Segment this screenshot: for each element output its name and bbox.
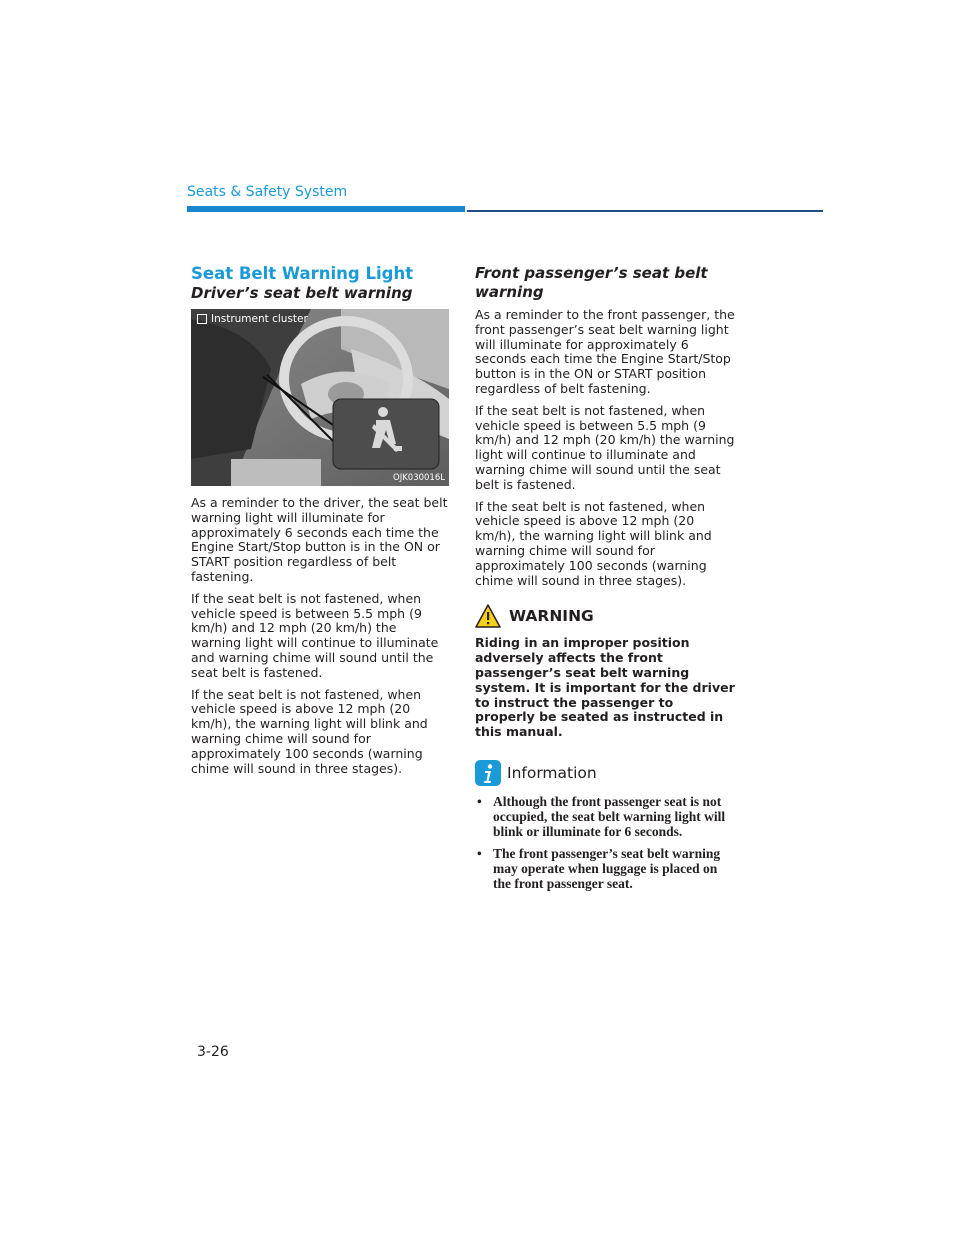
passenger-paragraph-1: As a reminder to the front passenger, the front passenger’s seat belt warning light will illuminate for approximately 6 seconds each time the Engine Start/Stop button is in the ON or START position regardless of belt fastening. [475,307,735,396]
driver-subtitle: Driver’s seat belt warning [191,284,413,302]
driver-paragraph-1: As a reminder to the driver, the seat belt warning light will illuminate for approximately 6 seconds each time the Engine Start/Stop button is in the ON or START position regardless of belt fastening. [191,495,448,584]
section-title: Seat Belt Warning Light [191,264,414,283]
figure-code: OJK030016L [393,473,445,483]
header-bar-thin [467,210,823,212]
left-column [191,264,449,783]
bullet: • [477,845,482,861]
driver-paragraph-2: If the seat belt is not fastened, when vehicle speed is between 5.5 mph (9 km/h) and 12 mph (20 km/h) the warning light will continue to illuminate and warning chime will sound until the seat belt is fastened. [191,590,439,680]
passenger-paragraph-2: If the seat belt is not fastened, when vehicle speed is between 5.5 mph (9 km/h) and 12 mph (20 km/h) the warning light will continue to illuminate and warning chime will sound until the seat belt is fastened. [475,402,735,492]
driver-paragraph-3: If the seat belt is not fastened, when vehicle speed is above 12 mph (20 km/h), the warning light will blink and warning chime will sound for approximately 100 seconds (warning chime will sound in three stages). [191,686,428,776]
page-number: 3-26 [197,1044,229,1060]
label-box-icon [197,314,207,324]
figure-label: Instrument cluster [197,313,308,325]
header-bar-thick [187,206,465,212]
passenger-subtitle: Front passenger’s seat belt warning [475,264,708,301]
info-icon [475,760,501,786]
warning-text: Riding in an improper position adversely affects the front passenger’s seat belt warning system. It is important for the driver to instruct the passenger to properly be seated as instructed in this manual. [475,635,735,740]
information-list [475,794,737,891]
dashboard-illustration [191,309,449,486]
list-item: • The front passenger’s seat belt warning may operate when luggage is placed on the front passenger seat. [477,845,721,891]
warning-title: WARNING [509,607,594,626]
warning-triangle-icon [475,604,501,628]
information-header [475,760,737,786]
passenger-paragraph-3: If the seat belt is not fastened, when vehicle speed is above 12 mph (20 km/h), the warning light will blink and warning chime will sound for approximately 100 seconds (warning chime will sound in three stages). [475,498,712,588]
list-item: • Although the front passenger seat is not occupied, the seat belt warning light will blink or illuminate for 6 seconds. [477,793,726,839]
information-title: Information [507,763,597,782]
warning-header [475,604,737,628]
right-column [475,264,737,898]
instrument-cluster-figure [191,309,449,486]
bullet: • [477,793,482,809]
header-title: Seats & Safety System [187,184,348,200]
